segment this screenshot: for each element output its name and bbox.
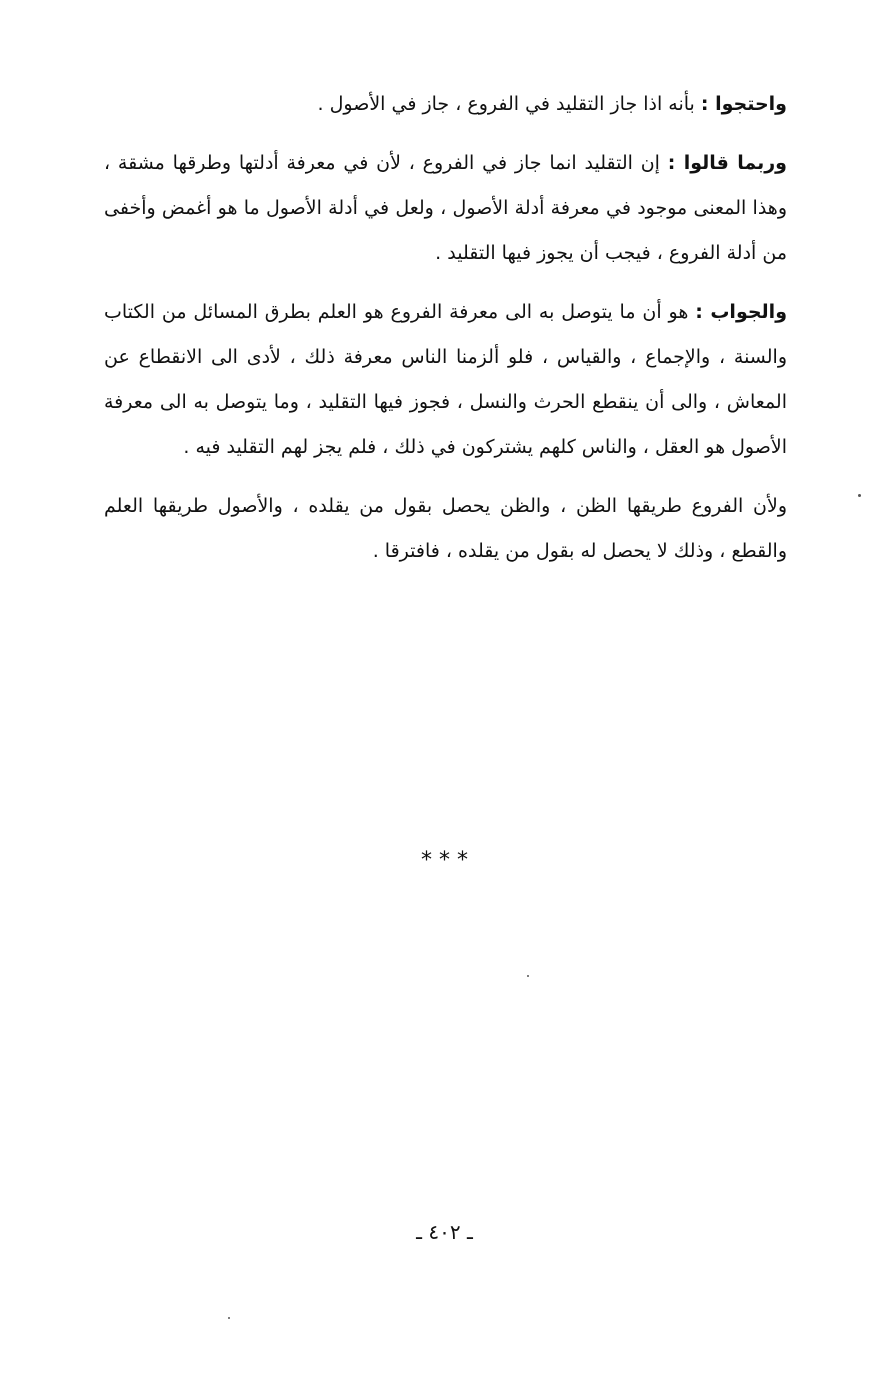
- scan-speck: [858, 494, 861, 497]
- scan-speck: [527, 975, 529, 977]
- page-number: ـ ٤٠٢ ـ: [416, 1220, 473, 1244]
- paragraph-lead: والجواب :: [695, 301, 788, 323]
- paragraph-text: ولأن الفروع طريقها الظن ، والظن يحصل بقول من يقلده ، والأصول طريقها العلم والقطع ، وذلك لا يحصل له بقول من يقلده ، فافترقا .: [104, 495, 787, 562]
- section-separator: * * *: [421, 848, 468, 873]
- paragraph-lead: وربما قالوا :: [667, 152, 787, 174]
- paragraph-argument: [104, 82, 787, 127]
- paragraph-text: إن التقليد انما جاز في الفروع ، لأن في معرفة أدلتها وطرقها مشقة ، وهذا المعنى موجود في معرفة أدلة الأصول ، ولعل في أدلة الأصول ما هو أغمض وأخفى من أدلة الفروع ، فيجب أن يجوز فيها التقليد .: [104, 152, 787, 264]
- scan-speck: [228, 1317, 230, 1319]
- paragraph-conclusion: [104, 484, 787, 574]
- body-text: [104, 82, 787, 588]
- paragraph-answer: [104, 290, 787, 470]
- paragraph-text: بأنه اذا جاز التقليد في الفروع ، جاز في الأصول .: [317, 93, 701, 115]
- paragraph-objection: [104, 141, 787, 276]
- paragraph-lead: واحتجوا :: [700, 93, 787, 115]
- paragraph-text: هو أن ما يتوصل به الى معرفة الفروع هو العلم بطرق المسائل من الكتاب والسنة ، والإجماع ، والقياس ، فلو ألزمنا الناس معرفة ذلك ، لأدى الى الانقطاع عن المعاش ، والى أن ينقطع الحرث والنسل ، فجوز فيها التقليد ، وما يتوصل به الى معرفة الأصول هو العقل ، والناس كلهم يشتركون في ذلك ، فلم يجز لهم التقليد فيه .: [104, 301, 787, 458]
